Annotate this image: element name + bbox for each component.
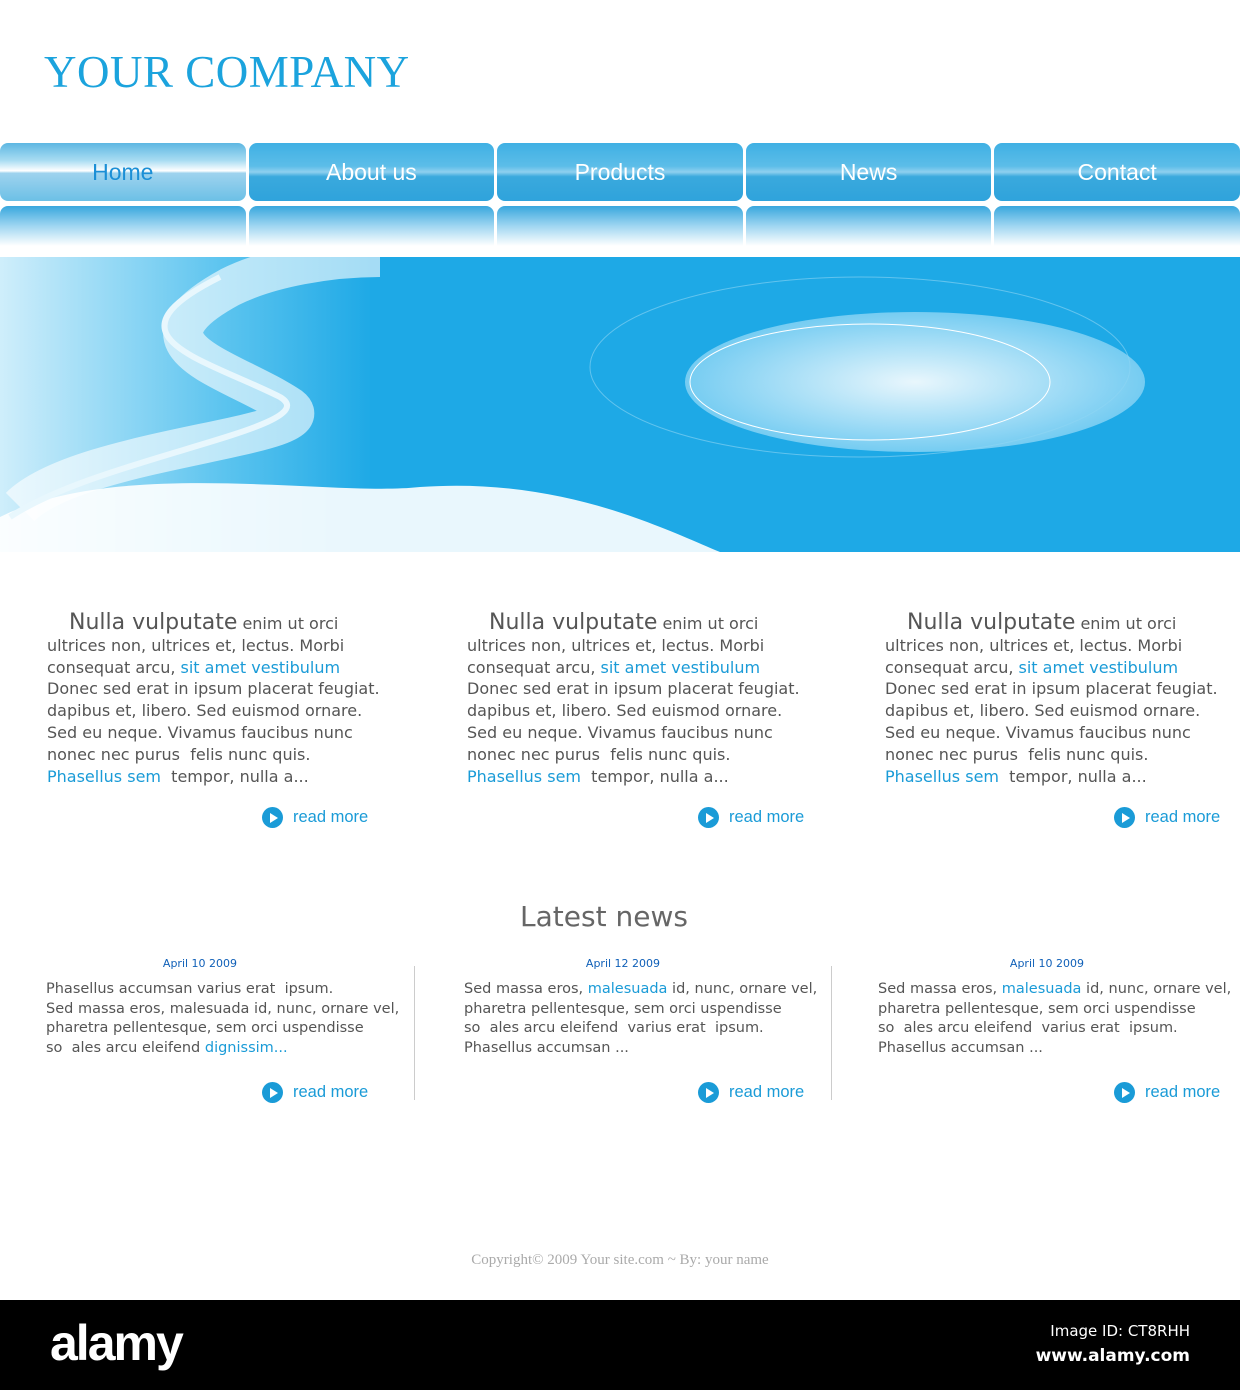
- text-line: [885, 657, 1240, 679]
- text-link[interactable]: Phasellus sem: [47, 766, 161, 786]
- text-line: [467, 700, 827, 722]
- feature-column: [47, 612, 407, 787]
- play-circle-icon: [262, 807, 283, 828]
- text-line: [467, 744, 827, 766]
- text-segment: nonec nec purus felis nunc quis.: [467, 744, 731, 764]
- text-line: [47, 678, 407, 700]
- text-segment: so ales arcu eleifend: [46, 1039, 205, 1056]
- text-line: [47, 612, 407, 635]
- play-circle-icon: [1114, 1082, 1135, 1103]
- stock-bar: [0, 1300, 1240, 1390]
- text-line: [885, 744, 1240, 766]
- read-more-label: read more: [1145, 1083, 1221, 1101]
- text-link[interactable]: dignissim...: [204, 1039, 288, 1056]
- feature-heading: Nulla vulputate: [489, 610, 658, 635]
- nav-tab-home[interactable]: Home: [0, 143, 246, 201]
- copyright: Copyright© 2009 Your site.com ~ By: your name: [471, 1252, 769, 1268]
- text-segment: tempor, nulla a...: [999, 766, 1147, 786]
- news-date: April 10 2009: [162, 957, 238, 970]
- text-line: [467, 678, 827, 700]
- text-line: [464, 1019, 817, 1039]
- text-line: [46, 1019, 399, 1039]
- feature-heading: Nulla vulputate: [69, 610, 238, 635]
- text-line: [46, 1000, 399, 1020]
- text-segment: Sed eu neque. Vivamus faucibus nunc: [885, 722, 1191, 742]
- text-line: [885, 700, 1240, 722]
- feature-column: [467, 612, 827, 787]
- text-segment: Phasellus accumsan varius erat ipsum.: [46, 981, 334, 997]
- text-line: [46, 1039, 399, 1059]
- text-link[interactable]: sit amet vestibulum: [180, 657, 341, 677]
- text-segment: Sed massa eros, malesuada id, nunc, ornare vel,: [46, 1000, 400, 1017]
- text-segment: nonec nec purus felis nunc quis.: [885, 744, 1149, 764]
- news-date: April 10 2009: [1009, 957, 1085, 970]
- text-segment: id, nunc, ornare vel,: [1081, 981, 1232, 997]
- nav-tab-news[interactable]: News: [746, 143, 992, 201]
- read-more-label: read more: [1145, 808, 1221, 826]
- feature-heading: Nulla vulputate: [907, 610, 1076, 635]
- text-segment: Sed eu neque. Vivamus faucibus nunc: [47, 722, 353, 742]
- company-logo[interactable]: YOUR COMPANY: [44, 47, 410, 97]
- text-segment: ultrices non, ultrices et, lectus. Morbi: [885, 635, 1183, 655]
- read-more-link[interactable]: [262, 807, 368, 828]
- text-segment: ultrices non, ultrices et, lectus. Morbi: [467, 635, 765, 655]
- text-segment: Sed massa eros,: [464, 981, 588, 997]
- text-link[interactable]: Phasellus sem: [885, 766, 999, 786]
- nav-reflection: [0, 206, 1240, 246]
- text-link[interactable]: Phasellus sem: [467, 766, 581, 786]
- text-segment: enim ut orci: [1075, 614, 1177, 633]
- stock-url: www.alamy.com: [1035, 1346, 1190, 1366]
- text-line: [467, 722, 827, 744]
- text-line: [878, 980, 1231, 1000]
- main-nav: [0, 143, 1240, 201]
- read-more-link[interactable]: [698, 1082, 804, 1103]
- text-segment: pharetra pellentesque, sem orci uspendisse: [464, 1000, 782, 1017]
- text-line: [878, 1039, 1231, 1059]
- text-link[interactable]: malesuada: [1001, 981, 1082, 997]
- text-line: [885, 612, 1240, 635]
- text-segment: Donec sed erat in ipsum placerat feugiat.: [47, 679, 380, 699]
- text-segment: so ales arcu eleifend varius erat ipsum.: [878, 1020, 1178, 1036]
- text-line: [885, 635, 1240, 657]
- text-line: [47, 766, 407, 788]
- read-more-link[interactable]: [1114, 1082, 1220, 1103]
- text-link[interactable]: sit amet vestibulum: [600, 657, 761, 677]
- play-circle-icon: [1114, 807, 1135, 828]
- text-segment: Phasellus accumsan ...: [464, 1039, 629, 1056]
- text-segment: pharetra pellentesque, sem orci uspendisse: [878, 1000, 1196, 1017]
- text-segment: so ales arcu eleifend varius erat ipsum.: [464, 1020, 764, 1036]
- news-date: April 12 2009: [585, 957, 661, 970]
- read-more-link[interactable]: [262, 1082, 368, 1103]
- text-line: [464, 1000, 817, 1020]
- image-id: Image ID: CT8RHH: [1050, 1322, 1190, 1340]
- nav-tab-about-us[interactable]: About us: [249, 143, 495, 201]
- text-segment: tempor, nulla a...: [161, 766, 309, 786]
- text-line: [467, 766, 827, 788]
- play-circle-icon: [698, 807, 719, 828]
- text-line: [47, 635, 407, 657]
- feature-column: [885, 612, 1240, 787]
- text-segment: nonec nec purus felis nunc quis.: [47, 744, 311, 764]
- text-line: [878, 1000, 1231, 1020]
- news-item: [464, 980, 817, 1058]
- read-more-link[interactable]: [698, 807, 804, 828]
- read-more-label: read more: [729, 808, 805, 826]
- text-segment: ultrices non, ultrices et, lectus. Morbi: [47, 635, 345, 655]
- text-line: [878, 1019, 1231, 1039]
- read-more-label: read more: [293, 808, 369, 826]
- text-segment: id, nunc, ornare vel,: [667, 981, 818, 997]
- text-segment: Donec sed erat in ipsum placerat feugiat.: [467, 679, 800, 699]
- read-more-link[interactable]: [1114, 807, 1220, 828]
- text-segment: consequat arcu,: [885, 657, 1019, 677]
- text-segment: Sed eu neque. Vivamus faucibus nunc: [467, 722, 773, 742]
- latest-news-heading: Latest news: [520, 900, 688, 933]
- text-segment: dapibus et, libero. Sed euismod ornare.: [47, 701, 363, 721]
- text-line: [885, 722, 1240, 744]
- read-more-label: read more: [729, 1083, 805, 1101]
- text-segment: Phasellus accumsan ...: [878, 1039, 1043, 1056]
- text-line: [47, 657, 407, 679]
- text-segment: consequat arcu,: [467, 657, 601, 677]
- text-segment: consequat arcu,: [47, 657, 181, 677]
- stock-logo: alamy: [50, 1315, 182, 1371]
- text-segment: enim ut orci: [237, 614, 339, 633]
- text-segment: dapibus et, libero. Sed euismod ornare.: [467, 701, 783, 721]
- hero-banner: [0, 257, 1240, 552]
- nav-tab-contact[interactable]: Contact: [994, 143, 1240, 201]
- text-line: [467, 612, 827, 635]
- text-segment: dapibus et, libero. Sed euismod ornare.: [885, 701, 1201, 721]
- text-line: [47, 722, 407, 744]
- news-divider: [831, 966, 832, 1100]
- text-line: [46, 980, 399, 1000]
- text-link[interactable]: sit amet vestibulum: [1018, 657, 1179, 677]
- nav-tab-products[interactable]: Products: [497, 143, 743, 201]
- play-circle-icon: [698, 1082, 719, 1103]
- text-line: [47, 744, 407, 766]
- text-line: [464, 980, 817, 1000]
- text-segment: Donec sed erat in ipsum placerat feugiat.: [885, 679, 1218, 699]
- play-circle-icon: [262, 1082, 283, 1103]
- text-line: [885, 766, 1240, 788]
- text-line: [464, 1039, 817, 1059]
- text-segment: pharetra pellentesque, sem orci uspendisse: [46, 1020, 364, 1036]
- text-link[interactable]: malesuada: [587, 981, 668, 997]
- text-line: [467, 635, 827, 657]
- banner-swirl-graphic: [0, 257, 1240, 552]
- text-segment: tempor, nulla a...: [581, 766, 729, 786]
- news-item: [46, 980, 399, 1058]
- text-line: [885, 678, 1240, 700]
- news-item: [878, 980, 1231, 1058]
- text-segment: Sed massa eros,: [878, 981, 1002, 997]
- news-divider: [414, 966, 415, 1100]
- read-more-label: read more: [293, 1083, 369, 1101]
- text-segment: enim ut orci: [657, 614, 759, 633]
- text-line: [467, 657, 827, 679]
- text-line: [47, 700, 407, 722]
